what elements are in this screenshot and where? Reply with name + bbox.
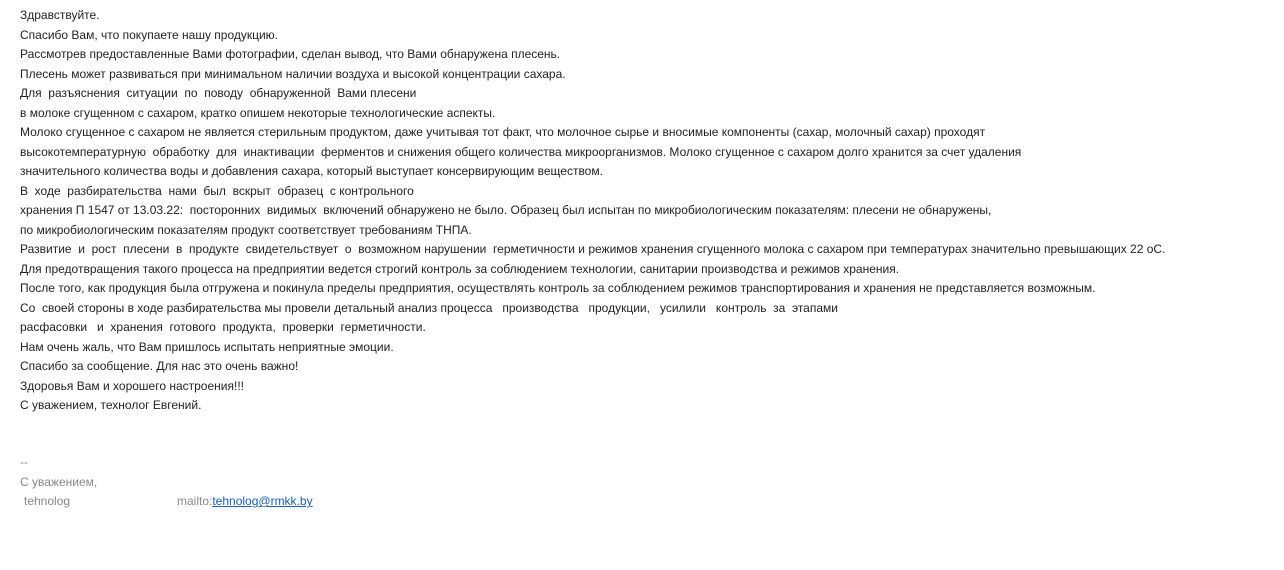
message-line: по микробиологическим показателям продукт соответствует требованиям ТНПА. bbox=[20, 222, 472, 237]
message-line: Здоровья Вам и хорошего настроения!!! bbox=[20, 378, 244, 393]
message-line-greeting: Здравствуйте. bbox=[20, 8, 100, 22]
message-line: в молоке сгущенном с сахаром, кратко опишем некоторые технологические аспекты. bbox=[20, 105, 496, 120]
mailto-prefix: mailto: bbox=[177, 494, 213, 508]
message-line: Со своей стороны в ходе разбирательства мы провели детальный анализ процесса производства продукции, усилили контроль за этапами bbox=[20, 300, 838, 315]
signature-greeting: С уважением, bbox=[20, 474, 98, 489]
email-message-body bbox=[20, 6, 1280, 416]
message-line: хранения П 1547 от 13.03.22: посторонних видимых включений обнаружено не было. Образец был испытан по микробиологическим показателям: плесени не обнаружены, bbox=[20, 203, 992, 217]
message-line: Рассмотрев предоставленные Вами фотографии, сделан вывод, что Вами обнаружена плесень. bbox=[20, 47, 561, 61]
message-line: Спасибо Вам, что покупаете нашу продукцию. bbox=[20, 27, 279, 42]
signature-mailto bbox=[177, 492, 313, 512]
message-line: Нам очень жаль, что Вам пришлось испытать неприятные эмоции. bbox=[20, 339, 394, 354]
message-line: После того, как продукция была отгружена и покинула пределы предприятия, осуществлять контроль за соблюдением режимов транспортирования и хранения не представляется возможным. bbox=[20, 281, 1096, 295]
message-line: Для предотвращения такого процесса на предприятии ведется строгий контроль за соблюдением технологии, санитарии производства и режимов хранения. bbox=[20, 261, 900, 276]
message-line: Плесень может развиваться при минимальном наличии воздуха и высокой концентрации сахара. bbox=[20, 66, 566, 81]
email-link[interactable]: tehnolog@rmkk.by bbox=[212, 494, 313, 508]
signature-separator: -- bbox=[20, 455, 28, 469]
signature-name: tehnolog bbox=[24, 494, 71, 508]
message-line: Молоко сгущенное с сахаром не является стерильным продуктом, даже учитывая тот факт, что молочное сырье и вносимые компоненты (сахар, молочный сахар) проходят bbox=[20, 125, 986, 139]
message-line: Развитие и рост плесени в продукте свидетельствует о возможном нарушении герметичности и режимов хранения сгущенного молока с сахаром при температурах значительно превышающих 22 оС. bbox=[20, 242, 1166, 256]
message-line: В ходе разбирательства нами был вскрыт образец с контрольного bbox=[20, 183, 414, 198]
message-line: Для разъяснения ситуации по поводу обнаруженной Вами плесени bbox=[20, 86, 417, 100]
message-line: расфасовки и хранения готового продукта, проверки герметичности. bbox=[20, 320, 426, 334]
message-line: высокотемпературную обработку для инактивации ферментов и снижения общего количества микроорганизмов. Молоко сгущенное с сахаром долго хранится за счет удаления bbox=[20, 144, 1022, 159]
message-line: Спасибо за сообщение. Для нас это очень важно! bbox=[20, 359, 299, 373]
message-line: значительного количества воды и добавления сахара, который выступает консервирующим веществом. bbox=[20, 164, 603, 178]
signature-contact-row bbox=[20, 492, 1280, 512]
email-signature bbox=[20, 453, 1280, 512]
message-line-closing: С уважением, технолог Евгений. bbox=[20, 398, 202, 412]
